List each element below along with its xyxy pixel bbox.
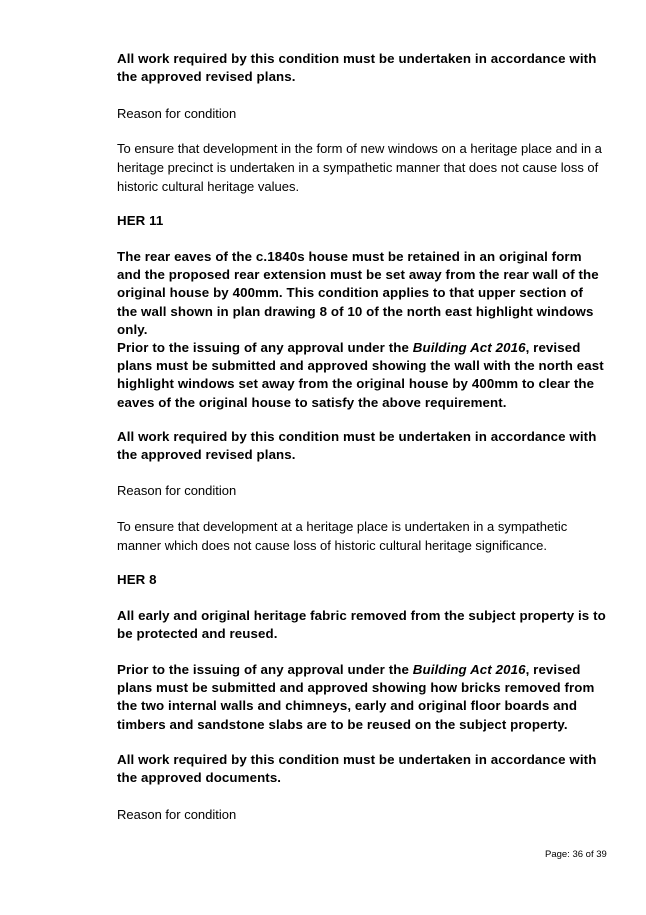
text-run: Prior to the issuing of any approval under the (117, 340, 413, 355)
condition-paragraph: All work required by this condition must be undertaken in accordance with the approved documents. (117, 752, 597, 786)
condition-paragraph (117, 339, 607, 412)
condition-paragraph (117, 661, 607, 734)
text-run: Prior to the issuing of any approval under the (117, 662, 413, 677)
text-run: , revised plans must be submitted and approved showing the wall with the north east highlight windows set away from the original house by 400mm to clear the eaves of the original house to satisfy the above requirement. (117, 340, 604, 410)
condition-paragraph: The rear eaves of the c.1840s house must be retained in an original form and the proposed rear extension must be set away from the rear wall of the original house by 400mm. This condition applies to that upper section of the wall shown in plan drawing 8 of 10 of the north east highlight windows only. (117, 249, 599, 337)
page-number: Page: 36 of 39 (545, 849, 607, 860)
reason-heading: Reason for condition (117, 807, 237, 822)
condition-paragraph: All work required by this condition must be undertaken in accordance with the approved revised plans. (117, 51, 597, 85)
condition-heading: HER 11 (117, 213, 164, 228)
act-name: Building Act 2016 (412, 340, 526, 355)
reason-heading: Reason for condition (117, 106, 237, 121)
condition-paragraph: All early and original heritage fabric removed from the subject property is to be protected and reused. (117, 608, 606, 642)
reason-heading: Reason for condition (117, 483, 237, 498)
condition-paragraph: All work required by this condition must be undertaken in accordance with the approved revised plans. (117, 429, 597, 463)
reason-paragraph: To ensure that development at a heritage place is undertaken in a sympathetic manner which does not cause loss of historic cultural heritage significance. (117, 519, 568, 553)
reason-paragraph: To ensure that development in the form of new windows on a heritage place and in a heritage precinct is undertaken in a sympathetic manner that does not cause loss of historic cultural heritage values. (117, 141, 602, 194)
act-name: Building Act 2016 (412, 662, 526, 677)
text-run: , revised plans must be submitted and approved showing how bricks removed from the two internal walls and chimneys, early and original floor boards and timbers and sandstone slabs are to be reused on the subject property. (117, 662, 595, 732)
condition-heading: HER 8 (117, 572, 157, 587)
